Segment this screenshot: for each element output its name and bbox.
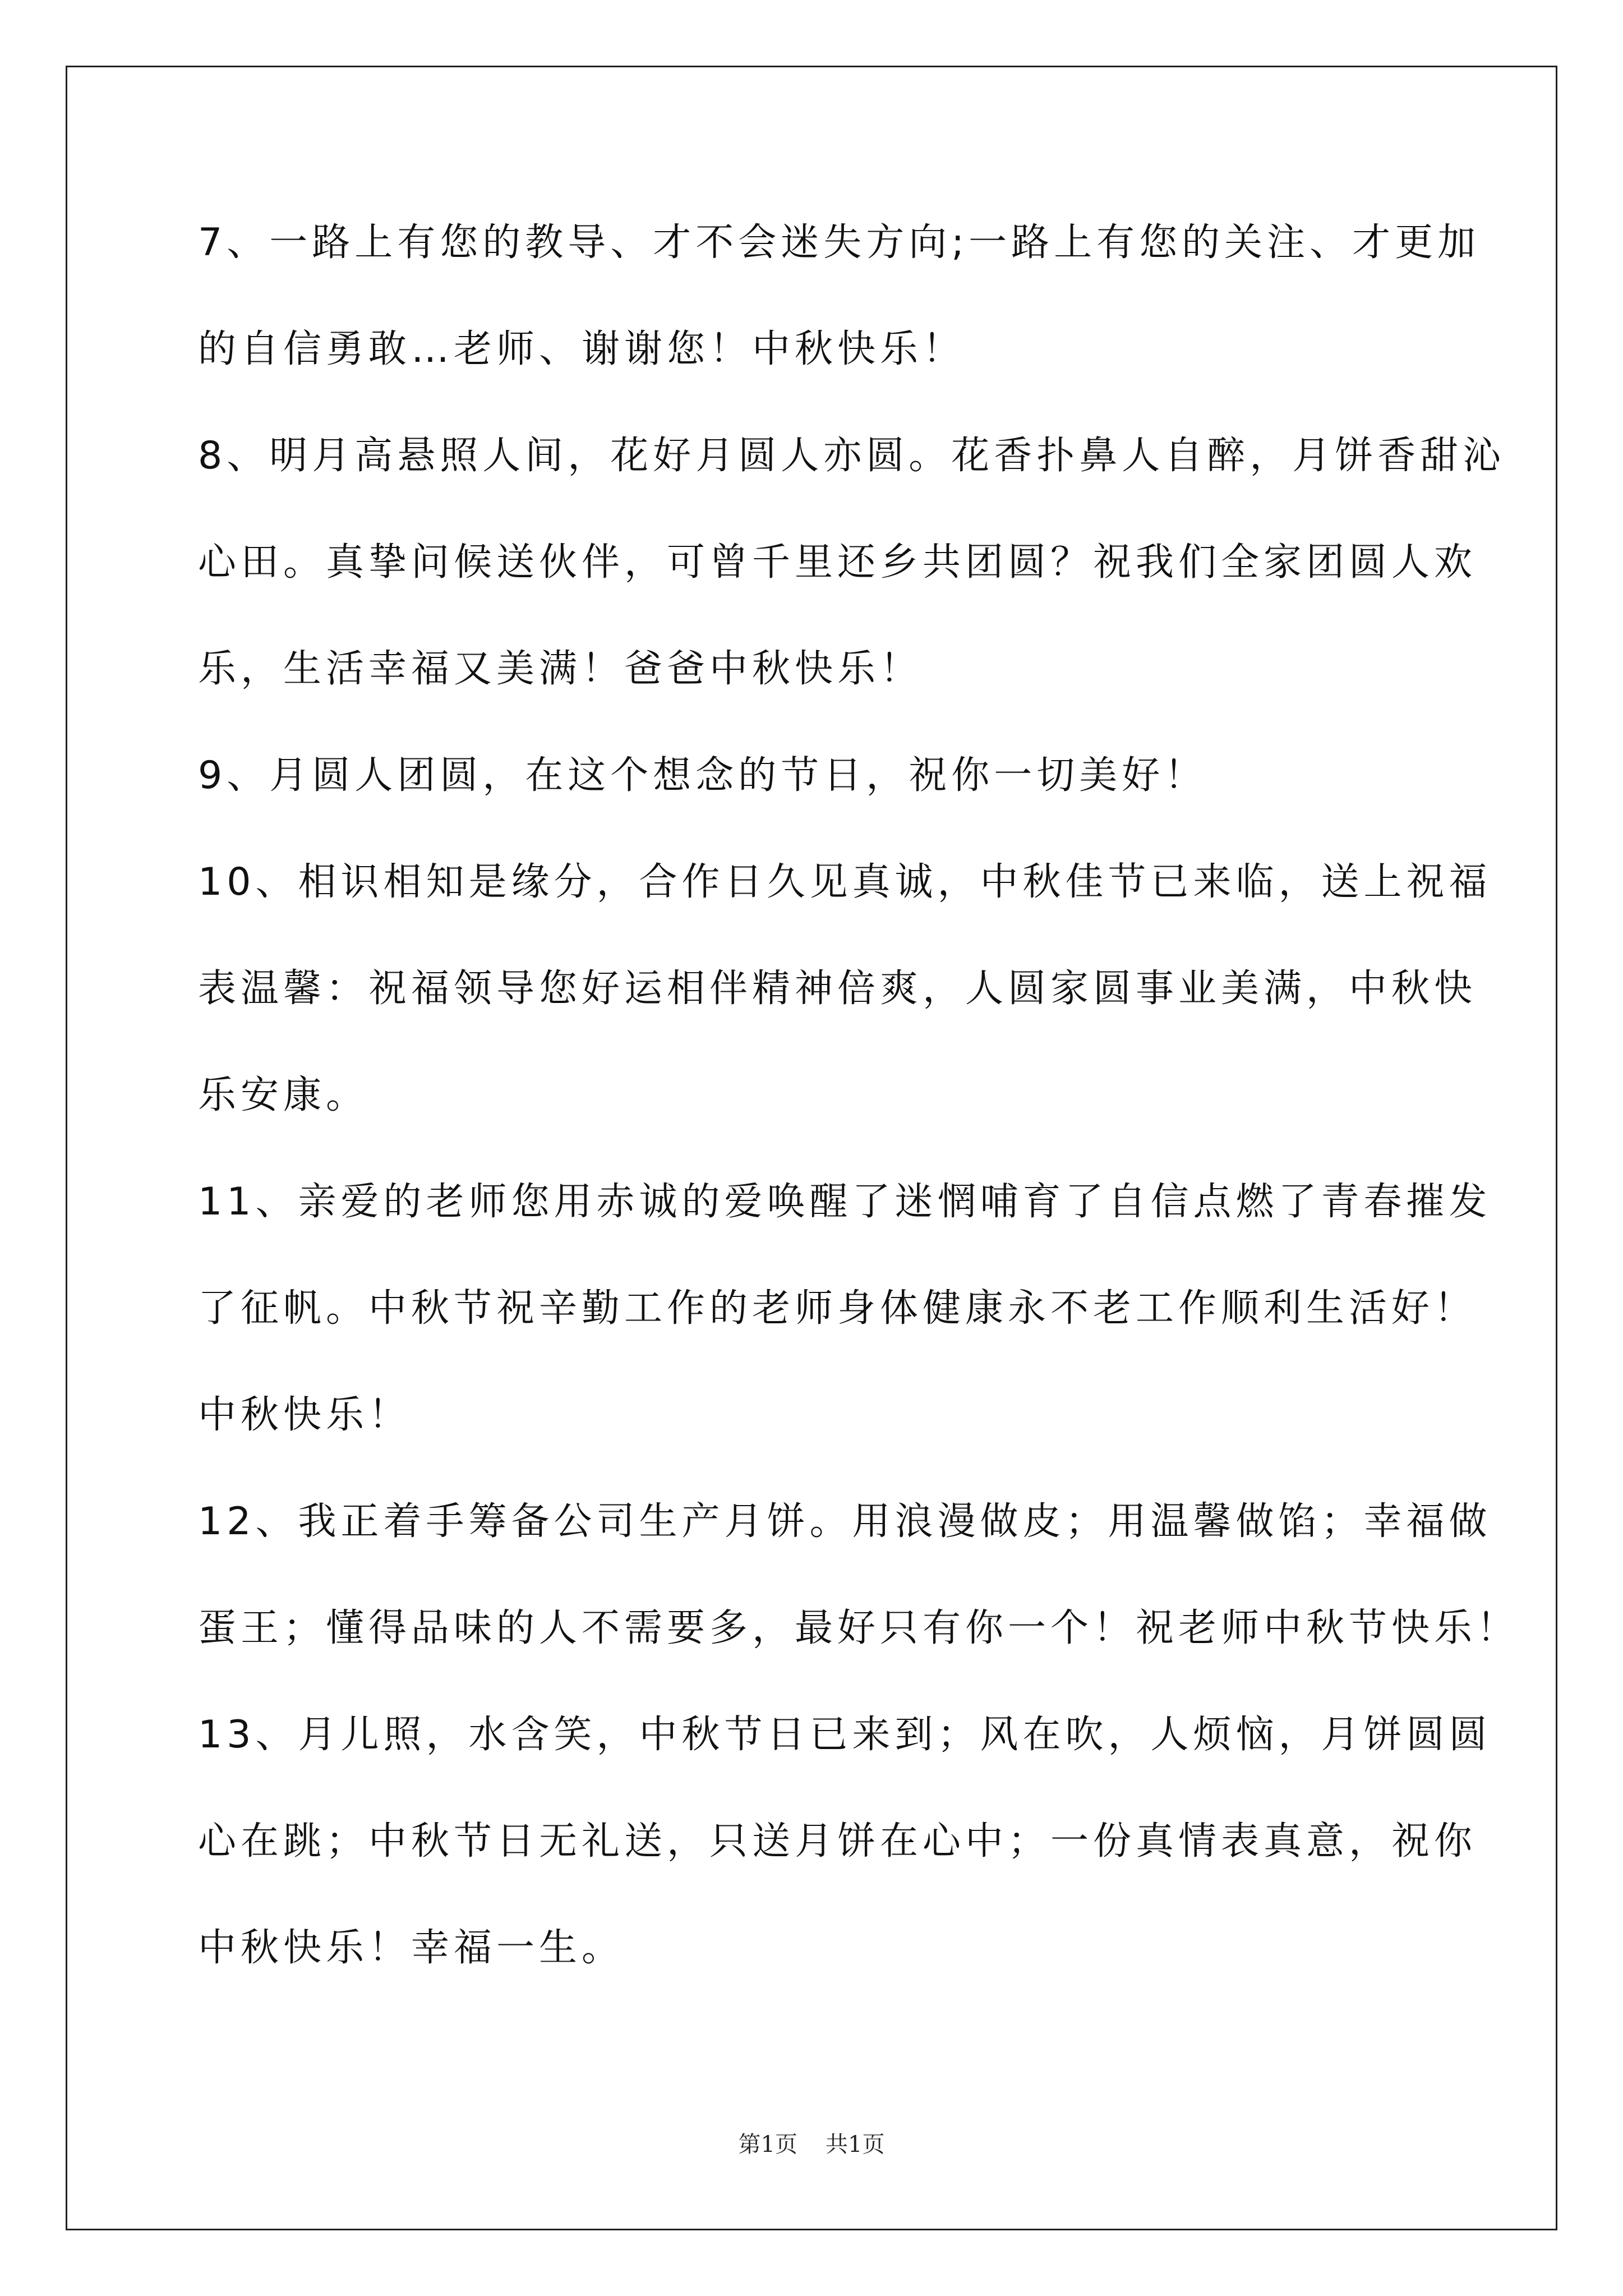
text-line: 的自信勇敢…老师、谢谢您！中秋快乐！ — [198, 327, 966, 371]
text-line: 13、月儿照，水含笑，中秋节日已来到；风在吹，人烦恼，月饼圆圆 — [198, 1713, 1492, 1757]
text-line: 中秋快乐！ — [198, 1393, 412, 1437]
page-footer — [0, 2131, 1623, 2159]
text-line: 中秋快乐！幸福一生。 — [198, 1926, 625, 1970]
text-line: 7、一路上有您的教导、才不会迷失方向;一路上有您的关注、才更加 — [198, 220, 1481, 265]
text-line: 了征帆。中秋节祝辛勤工作的老师身体健康永不老工作顺利生活好！ — [198, 1286, 1477, 1331]
text-line: 表温馨：祝福领导您好运相伴精神倍爽，人圆家圆事业美满，中秋快 — [198, 967, 1477, 1011]
text-line: 9、月圆人团圆，在这个想念的节日，祝你一切美好！ — [198, 753, 1207, 798]
text-line: 8、明月高悬照人间，花好月圆人亦圆。花香扑鼻人自醉，月饼香甜沁 — [198, 434, 1506, 478]
text-line: 12、我正着手筹备公司生产月饼。用浪漫做皮；用温馨做馅；幸福做 — [198, 1499, 1492, 1544]
text-line: 乐，生活幸福又美满！爸爸中秋快乐！ — [198, 647, 923, 691]
page-number: 第1页 — [738, 2132, 797, 2157]
text-line: 11、亲爱的老师您用赤诚的爱唤醒了迷惘哺育了自信点燃了青春摧发 — [198, 1180, 1492, 1224]
page-total: 共1页 — [826, 2132, 885, 2157]
text-line: 心田。真挚问候送伙伴，可曾千里还乡共团圆？祝我们全家团圆人欢 — [198, 540, 1477, 585]
text-line: 乐安康。 — [198, 1073, 369, 1117]
text-line: 10、相识相知是缘分，合作日久见真诚，中秋佳节已来临，送上祝福 — [198, 860, 1492, 904]
document-body — [198, 213, 1520, 2025]
text-line: 心在跳；中秋节日无礼送，只送月饼在心中；一份真情表真意，祝你 — [198, 1819, 1477, 1864]
text-line: 蛋王；懂得品味的人不需要多，最好只有你一个！祝老师中秋节快乐！ — [198, 1606, 1520, 1650]
